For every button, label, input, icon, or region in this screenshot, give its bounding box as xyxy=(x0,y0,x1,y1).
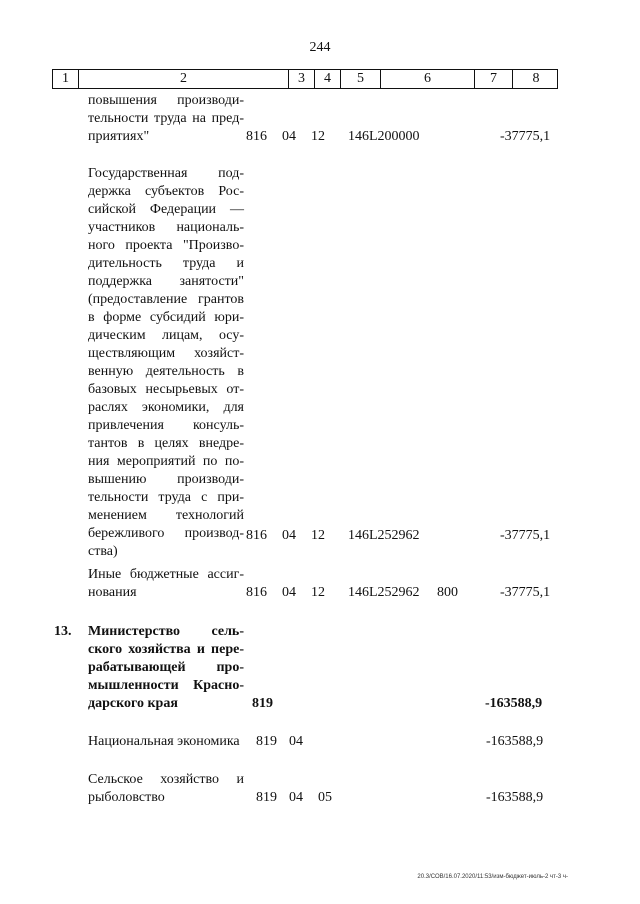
cell-ministry-code: 816 xyxy=(246,129,267,144)
desc-line: Министерство сель- xyxy=(88,624,244,639)
cell-ministry-code: 819 xyxy=(256,734,277,749)
cell-amount: -37775,1 xyxy=(500,528,551,543)
page-number: 244 xyxy=(309,40,331,55)
cell-section: 04 xyxy=(282,585,296,600)
row-description xyxy=(88,566,244,602)
cell-target-article: 146L252962 xyxy=(348,528,420,543)
cell-ministry-code: 819 xyxy=(252,696,273,711)
desc-line: (предоставление грантов xyxy=(88,292,244,307)
desc-line: ния мероприятий по по- xyxy=(88,454,244,469)
desc-line: дарского края xyxy=(88,696,178,711)
cell-amount: -163588,9 xyxy=(486,790,544,805)
row-description xyxy=(88,623,244,713)
header-col-7: 7 xyxy=(475,70,513,88)
desc-line: рабатывающей про- xyxy=(88,660,244,675)
header-col-2: 2 xyxy=(79,70,289,88)
desc-line: поддержка занятости" xyxy=(88,274,244,289)
desc-line: участников националь- xyxy=(88,220,244,235)
row-description xyxy=(88,92,244,146)
desc-line: Национальная экономика xyxy=(88,734,240,749)
cell-section: 04 xyxy=(289,734,303,749)
cell-amount: -37775,1 xyxy=(500,585,551,600)
desc-line: держка субъектов Рос- xyxy=(88,184,244,199)
cell-ministry-code: 816 xyxy=(246,585,267,600)
item-number: 13. xyxy=(54,624,72,639)
footer-reference: 20.3/СОВ/16.07.2020/11:53/изм-бюджет-июль-2 чт-3 ч- xyxy=(417,874,568,880)
desc-line: раслях экономики, для xyxy=(88,400,244,415)
cell-section: 04 xyxy=(282,129,296,144)
desc-line: венную деятельность в xyxy=(88,364,244,379)
header-col-1: 1 xyxy=(53,70,79,88)
desc-line: в форме субсидий юри- xyxy=(88,310,244,325)
table-header xyxy=(52,69,558,89)
desc-line: повышения производи- xyxy=(88,93,244,108)
desc-line: рыболовство xyxy=(88,790,165,805)
desc-line: базовых несырьевых от- xyxy=(88,382,244,397)
desc-line: дическим лицам, осу- xyxy=(88,328,244,343)
desc-line: Сельское хозяйство и xyxy=(88,772,244,787)
desc-line: Государственная под- xyxy=(88,166,244,181)
cell-section: 04 xyxy=(282,528,296,543)
row-description xyxy=(88,165,244,561)
desc-line: мышленности Красно- xyxy=(88,678,244,693)
desc-line: нования xyxy=(88,585,137,600)
desc-line: тельности труда с при- xyxy=(88,490,244,505)
cell-subsection: 12 xyxy=(311,528,325,543)
cell-amount: -37775,1 xyxy=(500,129,551,144)
desc-line: ства) xyxy=(88,544,118,559)
cell-subsection: 12 xyxy=(311,129,325,144)
desc-line: бережливого производ- xyxy=(88,526,244,541)
header-col-3: 3 xyxy=(289,70,315,88)
cell-section: 04 xyxy=(289,790,303,805)
cell-amount: -163588,9 xyxy=(486,734,544,749)
header-col-8: 8 xyxy=(532,71,540,86)
desc-line: Иные бюджетные ассиг- xyxy=(88,567,244,582)
desc-line: ществляющим хозяйст- xyxy=(88,346,244,361)
cell-target-article: 146L200000 xyxy=(348,129,420,144)
header-col-5: 5 xyxy=(341,70,381,88)
desc-line: дительность труда и xyxy=(88,256,244,271)
desc-line: ного проекта "Произво- xyxy=(88,238,244,253)
cell-ministry-code: 819 xyxy=(256,790,277,805)
row-description xyxy=(88,771,244,807)
cell-subsection: 12 xyxy=(311,585,325,600)
cell-ministry-code: 816 xyxy=(246,528,267,543)
header-col-6: 6 xyxy=(381,70,475,88)
desc-line: тантов в целях внедре- xyxy=(88,436,244,451)
desc-line: тельности труда на пред- xyxy=(88,111,244,126)
header-col-4: 4 xyxy=(315,70,341,88)
desc-line: ского хозяйства и пере- xyxy=(88,642,244,657)
desc-line: менением технологий xyxy=(88,508,244,523)
desc-line: приятиях" xyxy=(88,129,150,144)
row-description xyxy=(88,733,258,751)
desc-line: вышению производи- xyxy=(88,472,244,487)
desc-line: привлечения консуль- xyxy=(88,418,244,433)
cell-expense-type: 800 xyxy=(437,585,458,600)
cell-target-article: 146L252962 xyxy=(348,585,420,600)
cell-subsection: 05 xyxy=(318,790,332,805)
desc-line: сийской Федерации — xyxy=(88,202,244,217)
cell-amount: -163588,9 xyxy=(485,696,543,711)
